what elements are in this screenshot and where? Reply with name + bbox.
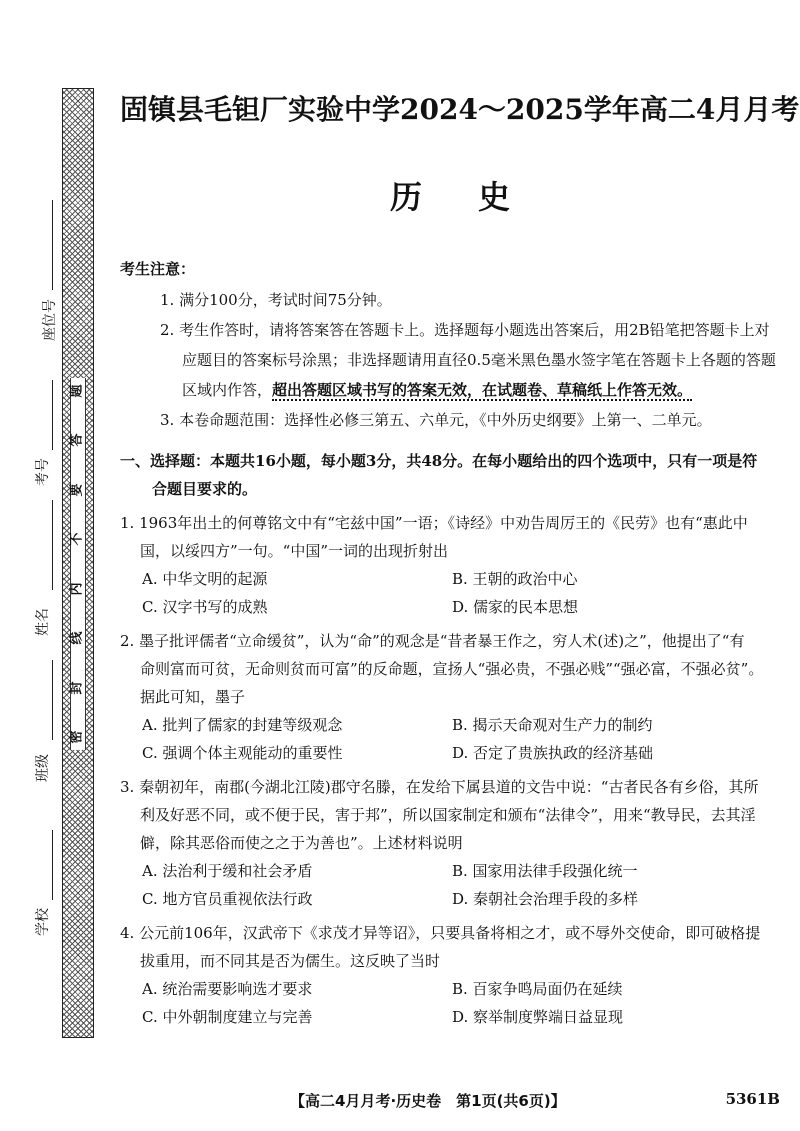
question-stem-cont: 国，以绥四方”一句。“中国”一词的出现折射出 — [140, 542, 449, 560]
exam-number-label: 考号 — [35, 458, 51, 486]
seal-char-3: 线 — [69, 631, 85, 645]
option-c[interactable]: C. 强调个体主观能动的重要性 — [142, 744, 343, 762]
seal-char-5: 不 — [69, 532, 85, 546]
name-line — [52, 500, 53, 590]
question-3 — [120, 773, 780, 913]
notice-warning: 超出答题区域书写的答案无效，在试题卷、草稿纸上作答无效。 — [272, 381, 693, 399]
option-b[interactable]: B. 百家争鸣局面仍在延续 — [452, 980, 623, 998]
notice-item-1: 1. 满分100分，考试时间75分钟。 — [160, 291, 392, 309]
class-field[interactable] — [10, 660, 60, 810]
section-heading — [120, 447, 780, 503]
school-label: 学校 — [35, 908, 51, 936]
option-b[interactable]: B. 王朝的政治中心 — [452, 570, 578, 588]
option-a[interactable]: A. 法治利于缓和社会矛盾 — [142, 862, 313, 880]
notice-item-2a: 2. 考生作答时，请将答案答在答题卡上。选择题每小题选出答案后，用2B铅笔把答题卡上对 — [160, 321, 770, 339]
option-b[interactable]: B. 揭示天命观对生产力的制约 — [452, 716, 653, 734]
question-1 — [120, 509, 780, 621]
seal-char-4: 内 — [69, 582, 85, 596]
question-stem-cont-2: 僻，除其恶俗而使之之于为善也”。上述材料说明 — [140, 834, 463, 852]
seat-number-line — [52, 200, 53, 290]
exam-number-line — [52, 380, 53, 450]
name-label: 姓名 — [35, 608, 51, 636]
option-a[interactable]: A. 中华文明的起源 — [142, 570, 268, 588]
exam-title: 固镇县毛钽厂实验中学2024～2025学年高二4月月考 — [120, 93, 800, 126]
question-stem: 4. 公元前106年，汉武帝下《求茂才异等诏》，只要具备将相之才，或不辱外交使命，即可破格提 — [120, 924, 761, 942]
question-stem: 2. 墨子批评儒者“立命缓贫”，认为“命”的观念是“昔者暴王作之，穷人术(述)之”，他提出了“有 — [120, 632, 745, 650]
seal-char-2: 封 — [69, 681, 85, 695]
exam-number-field[interactable] — [10, 380, 60, 500]
school-line — [52, 830, 53, 900]
notice-item-2b: 应题目的答案标号涂黑；非选择题请用直径0.5毫米黑色墨水签字笔在答题卡上各题的答题 — [182, 351, 776, 369]
option-c[interactable]: C. 中外朝制度建立与完善 — [142, 1008, 313, 1026]
option-b[interactable]: B. 国家用法律手段强化统一 — [452, 862, 638, 880]
question-4 — [120, 919, 780, 1031]
notice-item-2c: 区域内作答， — [182, 381, 273, 399]
exam-content — [120, 258, 780, 1031]
notice-title: 考生注意： — [120, 260, 196, 278]
question-stem-cont: 命则富而可贫，无命则贫而可富”的反命题，宣扬人“强必贵，不强必贱”“强必富，不强必贫”。 — [140, 660, 764, 678]
question-stem: 3. 秦朝初年，南郡(今湖北江陵)郡守名滕，在发给下属县道的文告中说：“古者民各有乡俗，其所 — [120, 778, 759, 796]
class-line — [52, 660, 53, 740]
class-label: 班级 — [35, 754, 51, 782]
section-line-2: 合题目要求的。 — [152, 480, 258, 498]
option-a[interactable]: A. 统治需要影响选才要求 — [142, 980, 313, 998]
question-options — [120, 975, 780, 1031]
seat-number-label: 座位号 — [42, 299, 58, 341]
section-line-1: 一、选择题：本题共16小题，每小题3分，共48分。在每小题给出的四个选项中，只有一项是符 — [120, 452, 758, 470]
school-field[interactable] — [10, 830, 60, 940]
footer-page-info: 【高二4月月考·历史卷 第1页(共6页)】 — [290, 1092, 566, 1110]
seal-char-1: 密 — [69, 730, 85, 744]
question-options — [120, 711, 780, 767]
question-stem-cont: 利及好恶不同，或不便于民，害于邦”，所以国家制定和颁布“法律令”，用来“教导民，去其淫 — [140, 806, 756, 824]
option-d[interactable]: D. 秦朝社会治理手段的多样 — [452, 890, 639, 908]
footer-code: 5361B — [725, 1090, 780, 1108]
seal-char-6: 要 — [69, 483, 85, 497]
option-d[interactable]: D. 察举制度弊端日益显现 — [452, 1008, 624, 1026]
option-d[interactable]: D. 否定了贵族执政的经济基础 — [452, 744, 654, 762]
seal-char-8: 题 — [69, 384, 85, 398]
option-c[interactable]: C. 汉字书写的成熟 — [142, 598, 268, 616]
question-options — [120, 565, 780, 621]
question-options — [120, 857, 780, 913]
notice-item-2c-wrap — [160, 377, 780, 403]
option-d[interactable]: D. 儒家的民本思想 — [452, 598, 579, 616]
subject-title: 历史 — [389, 178, 566, 216]
notice-item-3: 3. 本卷命题范围：选择性必修三第五、六单元，《中外历史纲要》上第一、二单元。 — [160, 411, 712, 429]
option-a[interactable]: A. 批判了儒家的封建等级观念 — [142, 716, 343, 734]
seal-line-text — [70, 378, 86, 750]
name-field[interactable] — [10, 500, 60, 660]
seal-char-7: 答 — [69, 433, 85, 447]
question-stem-cont: 拔重用，而不同其是否为儒生。这反映了当时 — [140, 952, 441, 970]
question-stem-cont-2: 据此可知，墨子 — [140, 688, 246, 706]
question-2 — [120, 627, 780, 767]
seat-number-field[interactable] — [10, 200, 60, 370]
question-stem: 1. 1963年出土的何尊铭文中有“宅兹中国”一语；《诗经》中劝告周厉王的《民劳》也有“惠此中 — [120, 514, 748, 532]
option-c[interactable]: C. 地方官员重视依法行政 — [142, 890, 313, 908]
